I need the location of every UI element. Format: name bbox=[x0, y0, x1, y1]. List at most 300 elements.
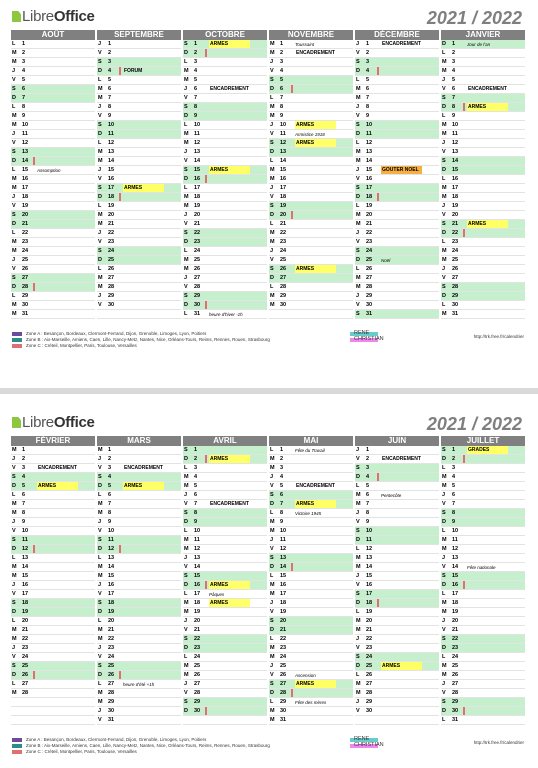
day-cell[interactable] bbox=[269, 130, 353, 139]
day-cell[interactable] bbox=[269, 193, 353, 202]
day-cell[interactable] bbox=[183, 662, 267, 671]
day-cell[interactable] bbox=[97, 518, 181, 527]
day-cell[interactable] bbox=[183, 716, 267, 725]
day-cell[interactable] bbox=[269, 680, 353, 689]
day-cell[interactable] bbox=[441, 608, 525, 617]
day-cell[interactable] bbox=[269, 545, 353, 554]
day-cell[interactable] bbox=[355, 518, 439, 527]
day-cell[interactable] bbox=[269, 85, 353, 94]
day-cell[interactable] bbox=[269, 310, 353, 319]
event-label[interactable]: ENCADREMENT bbox=[38, 465, 77, 471]
day-cell[interactable] bbox=[183, 112, 267, 121]
day-cell[interactable] bbox=[11, 283, 95, 292]
day-cell[interactable] bbox=[441, 202, 525, 211]
day-cell[interactable] bbox=[97, 554, 181, 563]
day-cell[interactable] bbox=[441, 617, 525, 626]
day-cell[interactable] bbox=[97, 274, 181, 283]
day-cell[interactable] bbox=[355, 680, 439, 689]
day-cell[interactable] bbox=[183, 292, 267, 301]
day-cell[interactable] bbox=[269, 148, 353, 157]
day-cell[interactable] bbox=[269, 590, 353, 599]
day-cell[interactable] bbox=[183, 265, 267, 274]
day-cell[interactable] bbox=[355, 563, 439, 572]
day-cell[interactable] bbox=[269, 274, 353, 283]
day-cell[interactable] bbox=[97, 49, 181, 58]
day-cell[interactable] bbox=[97, 238, 181, 247]
day-cell[interactable] bbox=[269, 491, 353, 500]
day-cell[interactable] bbox=[11, 707, 95, 716]
day-cell[interactable] bbox=[441, 599, 525, 608]
day-cell[interactable] bbox=[355, 491, 439, 500]
day-cell[interactable] bbox=[269, 283, 353, 292]
day-cell[interactable] bbox=[11, 175, 95, 184]
day-cell[interactable] bbox=[355, 112, 439, 121]
day-cell[interactable] bbox=[11, 238, 95, 247]
day-cell[interactable] bbox=[355, 698, 439, 707]
day-cell[interactable] bbox=[441, 446, 525, 455]
day-cell[interactable] bbox=[441, 590, 525, 599]
day-cell[interactable] bbox=[269, 238, 353, 247]
day-cell[interactable] bbox=[269, 166, 353, 175]
day-cell[interactable] bbox=[269, 112, 353, 121]
day-cell[interactable] bbox=[269, 256, 353, 265]
day-cell[interactable] bbox=[11, 446, 95, 455]
day-cell[interactable] bbox=[355, 40, 439, 49]
day-cell[interactable] bbox=[183, 644, 267, 653]
day-cell[interactable] bbox=[355, 121, 439, 130]
day-cell[interactable] bbox=[183, 139, 267, 148]
event-label[interactable]: ARMES bbox=[295, 680, 336, 688]
day-cell[interactable] bbox=[97, 563, 181, 572]
event-label[interactable]: ARMES bbox=[467, 103, 508, 111]
day-cell[interactable] bbox=[183, 464, 267, 473]
day-cell[interactable] bbox=[183, 157, 267, 166]
day-cell[interactable] bbox=[355, 554, 439, 563]
event-label[interactable]: ENCADREMENT bbox=[210, 86, 249, 92]
day-cell[interactable] bbox=[183, 184, 267, 193]
event-label[interactable]: ARMES bbox=[209, 455, 250, 463]
day-cell[interactable] bbox=[355, 527, 439, 536]
day-cell[interactable] bbox=[355, 283, 439, 292]
day-cell[interactable] bbox=[183, 247, 267, 256]
day-cell[interactable] bbox=[355, 85, 439, 94]
day-cell[interactable] bbox=[11, 527, 95, 536]
day-cell[interactable] bbox=[183, 518, 267, 527]
day-cell[interactable] bbox=[183, 707, 267, 716]
day-cell[interactable] bbox=[11, 301, 95, 310]
day-cell[interactable] bbox=[269, 500, 353, 509]
day-cell[interactable] bbox=[441, 581, 525, 590]
day-cell[interactable] bbox=[183, 67, 267, 76]
day-cell[interactable] bbox=[441, 653, 525, 662]
day-cell[interactable] bbox=[269, 563, 353, 572]
day-cell[interactable] bbox=[183, 175, 267, 184]
day-cell[interactable] bbox=[183, 653, 267, 662]
day-cell[interactable] bbox=[183, 572, 267, 581]
day-cell[interactable] bbox=[355, 617, 439, 626]
day-cell[interactable] bbox=[355, 157, 439, 166]
day-cell[interactable] bbox=[11, 590, 95, 599]
day-cell[interactable] bbox=[269, 635, 353, 644]
day-cell[interactable] bbox=[97, 256, 181, 265]
event-label[interactable]: ARMES bbox=[295, 139, 336, 147]
day-cell[interactable] bbox=[11, 130, 95, 139]
day-cell[interactable] bbox=[183, 608, 267, 617]
day-cell[interactable] bbox=[269, 608, 353, 617]
day-cell[interactable] bbox=[355, 130, 439, 139]
event-label[interactable]: ENCADREMENT bbox=[382, 41, 421, 47]
event-label[interactable]: ARMES bbox=[123, 482, 164, 490]
day-cell[interactable] bbox=[441, 94, 525, 103]
day-cell[interactable] bbox=[355, 464, 439, 473]
day-cell[interactable] bbox=[97, 148, 181, 157]
day-cell[interactable] bbox=[11, 563, 95, 572]
day-cell[interactable] bbox=[355, 94, 439, 103]
day-cell[interactable] bbox=[269, 464, 353, 473]
day-cell[interactable] bbox=[183, 202, 267, 211]
day-cell[interactable] bbox=[183, 256, 267, 265]
day-cell[interactable] bbox=[355, 716, 439, 725]
day-cell[interactable] bbox=[269, 554, 353, 563]
day-cell[interactable] bbox=[11, 58, 95, 67]
day-cell[interactable] bbox=[97, 247, 181, 256]
day-cell[interactable] bbox=[269, 157, 353, 166]
day-cell[interactable] bbox=[441, 265, 525, 274]
day-cell[interactable] bbox=[183, 40, 267, 49]
day-cell[interactable] bbox=[97, 310, 181, 319]
day-cell[interactable] bbox=[11, 103, 95, 112]
day-cell[interactable] bbox=[97, 85, 181, 94]
day-cell[interactable] bbox=[97, 301, 181, 310]
day-cell[interactable] bbox=[183, 626, 267, 635]
day-cell[interactable] bbox=[97, 464, 181, 473]
day-cell[interactable] bbox=[11, 166, 95, 175]
day-cell[interactable] bbox=[441, 112, 525, 121]
day-cell[interactable] bbox=[441, 139, 525, 148]
day-cell[interactable] bbox=[11, 716, 95, 725]
day-cell[interactable] bbox=[355, 446, 439, 455]
day-cell[interactable] bbox=[183, 680, 267, 689]
day-cell[interactable] bbox=[355, 653, 439, 662]
day-cell[interactable] bbox=[11, 572, 95, 581]
day-cell[interactable] bbox=[269, 40, 353, 49]
day-cell[interactable] bbox=[183, 545, 267, 554]
day-cell[interactable] bbox=[183, 310, 267, 319]
day-cell[interactable] bbox=[97, 67, 181, 76]
day-cell[interactable] bbox=[11, 608, 95, 617]
day-cell[interactable] bbox=[441, 527, 525, 536]
day-cell[interactable] bbox=[441, 121, 525, 130]
day-cell[interactable] bbox=[11, 148, 95, 157]
day-cell[interactable] bbox=[11, 680, 95, 689]
day-cell[interactable] bbox=[11, 653, 95, 662]
day-cell[interactable] bbox=[269, 175, 353, 184]
day-cell[interactable] bbox=[441, 130, 525, 139]
day-cell[interactable] bbox=[441, 707, 525, 716]
day-cell[interactable] bbox=[97, 446, 181, 455]
day-cell[interactable] bbox=[11, 599, 95, 608]
day-cell[interactable] bbox=[269, 662, 353, 671]
day-cell[interactable] bbox=[269, 599, 353, 608]
day-cell[interactable] bbox=[183, 590, 267, 599]
day-cell[interactable] bbox=[183, 671, 267, 680]
day-cell[interactable] bbox=[269, 572, 353, 581]
day-cell[interactable] bbox=[11, 482, 95, 491]
day-cell[interactable] bbox=[355, 184, 439, 193]
day-cell[interactable] bbox=[183, 581, 267, 590]
day-cell[interactable] bbox=[355, 148, 439, 157]
day-cell[interactable] bbox=[441, 175, 525, 184]
day-cell[interactable] bbox=[97, 166, 181, 175]
day-cell[interactable] bbox=[97, 292, 181, 301]
day-cell[interactable] bbox=[11, 292, 95, 301]
day-cell[interactable] bbox=[441, 464, 525, 473]
day-cell[interactable] bbox=[441, 689, 525, 698]
day-cell[interactable] bbox=[97, 635, 181, 644]
event-label[interactable]: ENCADREMENT bbox=[210, 501, 249, 507]
day-cell[interactable] bbox=[441, 58, 525, 67]
day-cell[interactable] bbox=[183, 599, 267, 608]
day-cell[interactable] bbox=[269, 139, 353, 148]
day-cell[interactable] bbox=[183, 635, 267, 644]
day-cell[interactable] bbox=[11, 698, 95, 707]
event-label[interactable]: ARMES bbox=[209, 599, 250, 607]
day-cell[interactable] bbox=[269, 536, 353, 545]
day-cell[interactable] bbox=[269, 103, 353, 112]
day-cell[interactable] bbox=[441, 545, 525, 554]
day-cell[interactable] bbox=[355, 76, 439, 85]
day-cell[interactable] bbox=[11, 139, 95, 148]
day-cell[interactable] bbox=[11, 202, 95, 211]
day-cell[interactable] bbox=[183, 211, 267, 220]
day-cell[interactable] bbox=[11, 455, 95, 464]
day-cell[interactable] bbox=[97, 608, 181, 617]
day-cell[interactable] bbox=[355, 536, 439, 545]
day-cell[interactable] bbox=[269, 247, 353, 256]
day-cell[interactable] bbox=[441, 563, 525, 572]
day-cell[interactable] bbox=[183, 455, 267, 464]
day-cell[interactable] bbox=[183, 491, 267, 500]
day-cell[interactable] bbox=[269, 518, 353, 527]
day-cell[interactable] bbox=[441, 716, 525, 725]
day-cell[interactable] bbox=[97, 265, 181, 274]
day-cell[interactable] bbox=[441, 40, 525, 49]
day-cell[interactable] bbox=[97, 617, 181, 626]
day-cell[interactable] bbox=[355, 482, 439, 491]
day-cell[interactable] bbox=[355, 220, 439, 229]
day-cell[interactable] bbox=[441, 635, 525, 644]
day-cell[interactable] bbox=[183, 509, 267, 518]
day-cell[interactable] bbox=[97, 58, 181, 67]
day-cell[interactable] bbox=[355, 139, 439, 148]
day-cell[interactable] bbox=[441, 554, 525, 563]
day-cell[interactable] bbox=[97, 653, 181, 662]
day-cell[interactable] bbox=[355, 274, 439, 283]
day-cell[interactable] bbox=[97, 626, 181, 635]
event-label[interactable]: ARMES bbox=[295, 265, 336, 273]
day-cell[interactable] bbox=[269, 229, 353, 238]
day-cell[interactable] bbox=[355, 671, 439, 680]
day-cell[interactable] bbox=[11, 40, 95, 49]
day-cell[interactable] bbox=[269, 707, 353, 716]
day-cell[interactable] bbox=[269, 653, 353, 662]
day-cell[interactable] bbox=[97, 482, 181, 491]
event-label[interactable]: ARMES bbox=[37, 482, 78, 490]
day-cell[interactable] bbox=[269, 292, 353, 301]
day-cell[interactable] bbox=[355, 193, 439, 202]
day-cell[interactable] bbox=[269, 58, 353, 67]
day-cell[interactable] bbox=[441, 283, 525, 292]
day-cell[interactable] bbox=[441, 473, 525, 482]
day-cell[interactable] bbox=[11, 184, 95, 193]
day-cell[interactable] bbox=[269, 671, 353, 680]
day-cell[interactable] bbox=[97, 527, 181, 536]
day-cell[interactable] bbox=[11, 581, 95, 590]
day-cell[interactable] bbox=[97, 121, 181, 130]
day-cell[interactable] bbox=[269, 184, 353, 193]
day-cell[interactable] bbox=[183, 536, 267, 545]
day-cell[interactable] bbox=[97, 202, 181, 211]
day-cell[interactable] bbox=[183, 85, 267, 94]
day-cell[interactable] bbox=[97, 139, 181, 148]
day-cell[interactable] bbox=[441, 256, 525, 265]
day-cell[interactable] bbox=[183, 229, 267, 238]
day-cell[interactable] bbox=[441, 274, 525, 283]
day-cell[interactable] bbox=[183, 554, 267, 563]
day-cell[interactable] bbox=[97, 707, 181, 716]
day-cell[interactable] bbox=[269, 202, 353, 211]
day-cell[interactable] bbox=[355, 608, 439, 617]
day-cell[interactable] bbox=[11, 554, 95, 563]
day-cell[interactable] bbox=[441, 292, 525, 301]
day-cell[interactable] bbox=[11, 265, 95, 274]
day-cell[interactable] bbox=[355, 581, 439, 590]
day-cell[interactable] bbox=[11, 49, 95, 58]
day-cell[interactable] bbox=[183, 473, 267, 482]
day-cell[interactable] bbox=[269, 455, 353, 464]
day-cell[interactable] bbox=[355, 256, 439, 265]
event-label[interactable]: ARMES bbox=[467, 220, 508, 228]
day-cell[interactable] bbox=[355, 238, 439, 247]
day-cell[interactable] bbox=[441, 626, 525, 635]
day-cell[interactable] bbox=[97, 184, 181, 193]
day-cell[interactable] bbox=[11, 635, 95, 644]
day-cell[interactable] bbox=[355, 545, 439, 554]
day-cell[interactable] bbox=[441, 67, 525, 76]
day-cell[interactable] bbox=[355, 229, 439, 238]
day-cell[interactable] bbox=[355, 211, 439, 220]
day-cell[interactable] bbox=[183, 301, 267, 310]
day-cell[interactable] bbox=[97, 283, 181, 292]
day-cell[interactable] bbox=[183, 94, 267, 103]
day-cell[interactable] bbox=[183, 193, 267, 202]
day-cell[interactable] bbox=[269, 689, 353, 698]
day-cell[interactable] bbox=[183, 274, 267, 283]
day-cell[interactable] bbox=[97, 581, 181, 590]
day-cell[interactable] bbox=[269, 94, 353, 103]
event-label[interactable]: ARMES bbox=[295, 500, 336, 508]
day-cell[interactable] bbox=[269, 644, 353, 653]
day-cell[interactable] bbox=[11, 644, 95, 653]
day-cell[interactable] bbox=[269, 265, 353, 274]
day-cell[interactable] bbox=[269, 626, 353, 635]
day-cell[interactable] bbox=[11, 617, 95, 626]
day-cell[interactable] bbox=[97, 473, 181, 482]
day-cell[interactable] bbox=[97, 644, 181, 653]
day-cell[interactable] bbox=[441, 211, 525, 220]
day-cell[interactable] bbox=[441, 166, 525, 175]
day-cell[interactable] bbox=[355, 644, 439, 653]
day-cell[interactable] bbox=[183, 58, 267, 67]
day-cell[interactable] bbox=[11, 94, 95, 103]
day-cell[interactable] bbox=[269, 581, 353, 590]
day-cell[interactable] bbox=[97, 130, 181, 139]
day-cell[interactable] bbox=[183, 103, 267, 112]
day-cell[interactable] bbox=[183, 148, 267, 157]
day-cell[interactable] bbox=[269, 617, 353, 626]
day-cell[interactable] bbox=[11, 662, 95, 671]
day-cell[interactable] bbox=[97, 716, 181, 725]
day-cell[interactable] bbox=[97, 94, 181, 103]
day-cell[interactable] bbox=[97, 112, 181, 121]
day-cell[interactable] bbox=[355, 590, 439, 599]
day-cell[interactable] bbox=[355, 500, 439, 509]
day-cell[interactable] bbox=[97, 662, 181, 671]
day-cell[interactable] bbox=[355, 635, 439, 644]
day-cell[interactable] bbox=[269, 211, 353, 220]
day-cell[interactable] bbox=[355, 509, 439, 518]
day-cell[interactable] bbox=[11, 545, 95, 554]
day-cell[interactable] bbox=[11, 229, 95, 238]
day-cell[interactable] bbox=[11, 112, 95, 121]
day-cell[interactable] bbox=[355, 67, 439, 76]
day-cell[interactable] bbox=[97, 103, 181, 112]
day-cell[interactable] bbox=[441, 229, 525, 238]
day-cell[interactable] bbox=[97, 572, 181, 581]
day-cell[interactable] bbox=[11, 671, 95, 680]
day-cell[interactable] bbox=[355, 662, 439, 671]
day-cell[interactable] bbox=[97, 455, 181, 464]
event-label[interactable]: ARMES bbox=[209, 581, 250, 589]
event-label[interactable]: FORUM bbox=[124, 68, 143, 74]
day-cell[interactable] bbox=[97, 40, 181, 49]
day-cell[interactable] bbox=[441, 500, 525, 509]
day-cell[interactable] bbox=[183, 698, 267, 707]
day-cell[interactable] bbox=[269, 49, 353, 58]
day-cell[interactable] bbox=[441, 572, 525, 581]
day-cell[interactable] bbox=[97, 698, 181, 707]
day-cell[interactable] bbox=[441, 49, 525, 58]
day-cell[interactable] bbox=[97, 76, 181, 85]
day-cell[interactable] bbox=[97, 680, 181, 689]
day-cell[interactable] bbox=[183, 527, 267, 536]
day-cell[interactable] bbox=[11, 509, 95, 518]
day-cell[interactable] bbox=[269, 220, 353, 229]
day-cell[interactable] bbox=[11, 626, 95, 635]
day-cell[interactable] bbox=[183, 121, 267, 130]
event-label[interactable]: ARMES bbox=[381, 662, 422, 670]
day-cell[interactable] bbox=[355, 49, 439, 58]
day-cell[interactable] bbox=[183, 482, 267, 491]
day-cell[interactable] bbox=[355, 265, 439, 274]
event-label[interactable]: ARMES bbox=[123, 184, 164, 192]
day-cell[interactable] bbox=[11, 121, 95, 130]
day-cell[interactable] bbox=[441, 103, 525, 112]
day-cell[interactable] bbox=[97, 545, 181, 554]
day-cell[interactable] bbox=[11, 464, 95, 473]
event-label[interactable]: ENCADREMENT bbox=[382, 456, 421, 462]
day-cell[interactable] bbox=[355, 202, 439, 211]
